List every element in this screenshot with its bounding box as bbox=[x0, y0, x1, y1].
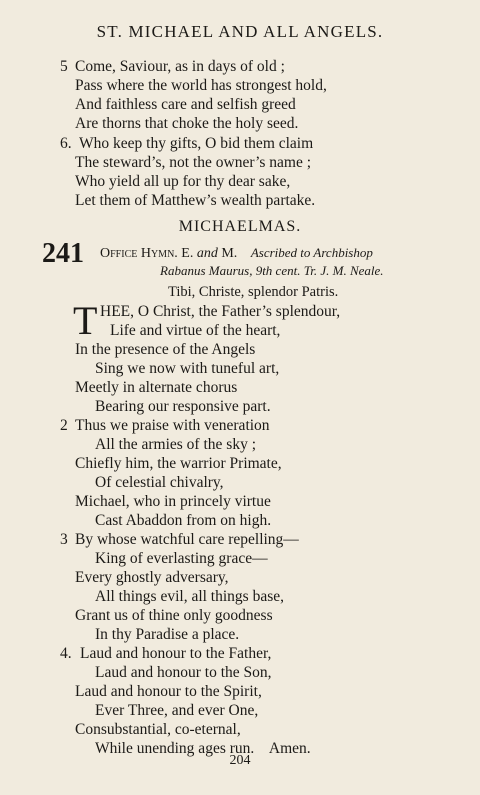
verse-line: The steward’s, not the owner’s name ; bbox=[75, 154, 312, 171]
verse-line: Chiefly him, the warrior Primate, bbox=[75, 455, 282, 472]
verse-number: 3 bbox=[60, 531, 68, 548]
verse-line: Sing we now with tuneful art, bbox=[95, 360, 280, 377]
latin-incipit: Tibi, Christe, splendor Patris. bbox=[168, 284, 339, 300]
verse-line: While unending ages run. Amen. bbox=[95, 740, 311, 757]
ascription: Ascribed to Archbishop bbox=[250, 245, 373, 260]
verse-line: HEE, O Christ, the Father’s splendour, bbox=[100, 303, 341, 320]
occasion-e: E. bbox=[181, 246, 194, 261]
verse-line: In the presence of the Angels bbox=[75, 341, 256, 358]
verse-line: Pass where the world has strongest hold, bbox=[75, 77, 327, 94]
verse-line: Meetly in alternate chorus bbox=[75, 379, 238, 396]
verse-line: And faithless care and selfish greed bbox=[75, 96, 296, 113]
verse-line: Cast Abaddon from on high. bbox=[95, 512, 272, 529]
verse-number: 6. bbox=[60, 135, 72, 152]
verse-line: Michael, who in princely virtue bbox=[75, 493, 271, 510]
occasion-and: and bbox=[196, 246, 218, 261]
office-hymn-label: Office Hymn. bbox=[100, 246, 178, 261]
verse-line: By whose watchful care repelling— bbox=[75, 531, 299, 548]
verse-line: Thus we praise with veneration bbox=[75, 417, 270, 434]
verse-line: All the armies of the sky ; bbox=[95, 436, 256, 453]
verse-number: 4. bbox=[60, 645, 72, 662]
verse-line: Laud and honour to the Son, bbox=[95, 664, 272, 681]
verse-line: Are thorns that choke the holy seed. bbox=[75, 115, 299, 132]
verse-line: Laud and honour to the Spirit, bbox=[75, 683, 262, 700]
verse-line: Grant us of thine only goodness bbox=[75, 607, 273, 624]
verse-line: Laud and honour to the Father, bbox=[80, 645, 272, 662]
verse-line: Who yield all up for thy dear sake, bbox=[75, 173, 291, 190]
ascription-author: Rabanus Maurus, 9th cent. Tr. J. M. Neale. bbox=[160, 263, 384, 278]
verse-line: All things evil, all things base, bbox=[95, 588, 284, 605]
verse-line: Let them of Matthew’s wealth partake. bbox=[75, 192, 316, 209]
verse-line: King of everlasting grace— bbox=[95, 550, 268, 567]
verse-line: Ever Three, and ever One, bbox=[95, 702, 259, 719]
verse-line: Who keep thy gifts, O bid them claim bbox=[79, 135, 314, 152]
verse-line: Come, Saviour, as in days of old ; bbox=[75, 58, 285, 75]
verse-number: 5 bbox=[60, 58, 68, 75]
drop-cap: T bbox=[73, 298, 98, 343]
occasion-m: M. bbox=[221, 246, 238, 261]
page-number: 204 bbox=[229, 753, 251, 768]
running-header: ST. MICHAEL AND ALL ANGELS. bbox=[96, 22, 384, 41]
hymn-meta bbox=[100, 245, 373, 262]
verse-line: In thy Paradise a place. bbox=[95, 626, 240, 643]
hymn-number: 241 bbox=[42, 238, 84, 269]
verse-line: Life and virtue of the heart, bbox=[110, 322, 281, 339]
section-title: MICHAELMAS. bbox=[178, 218, 302, 235]
verse-line: Of celestial chivalry, bbox=[95, 474, 224, 491]
verse-number: 2 bbox=[60, 417, 68, 434]
verse-line: Bearing our responsive part. bbox=[95, 398, 271, 415]
verse-line: Consubstantial, co-eternal, bbox=[75, 721, 241, 738]
verse-line: Every ghostly adversary, bbox=[75, 569, 229, 586]
